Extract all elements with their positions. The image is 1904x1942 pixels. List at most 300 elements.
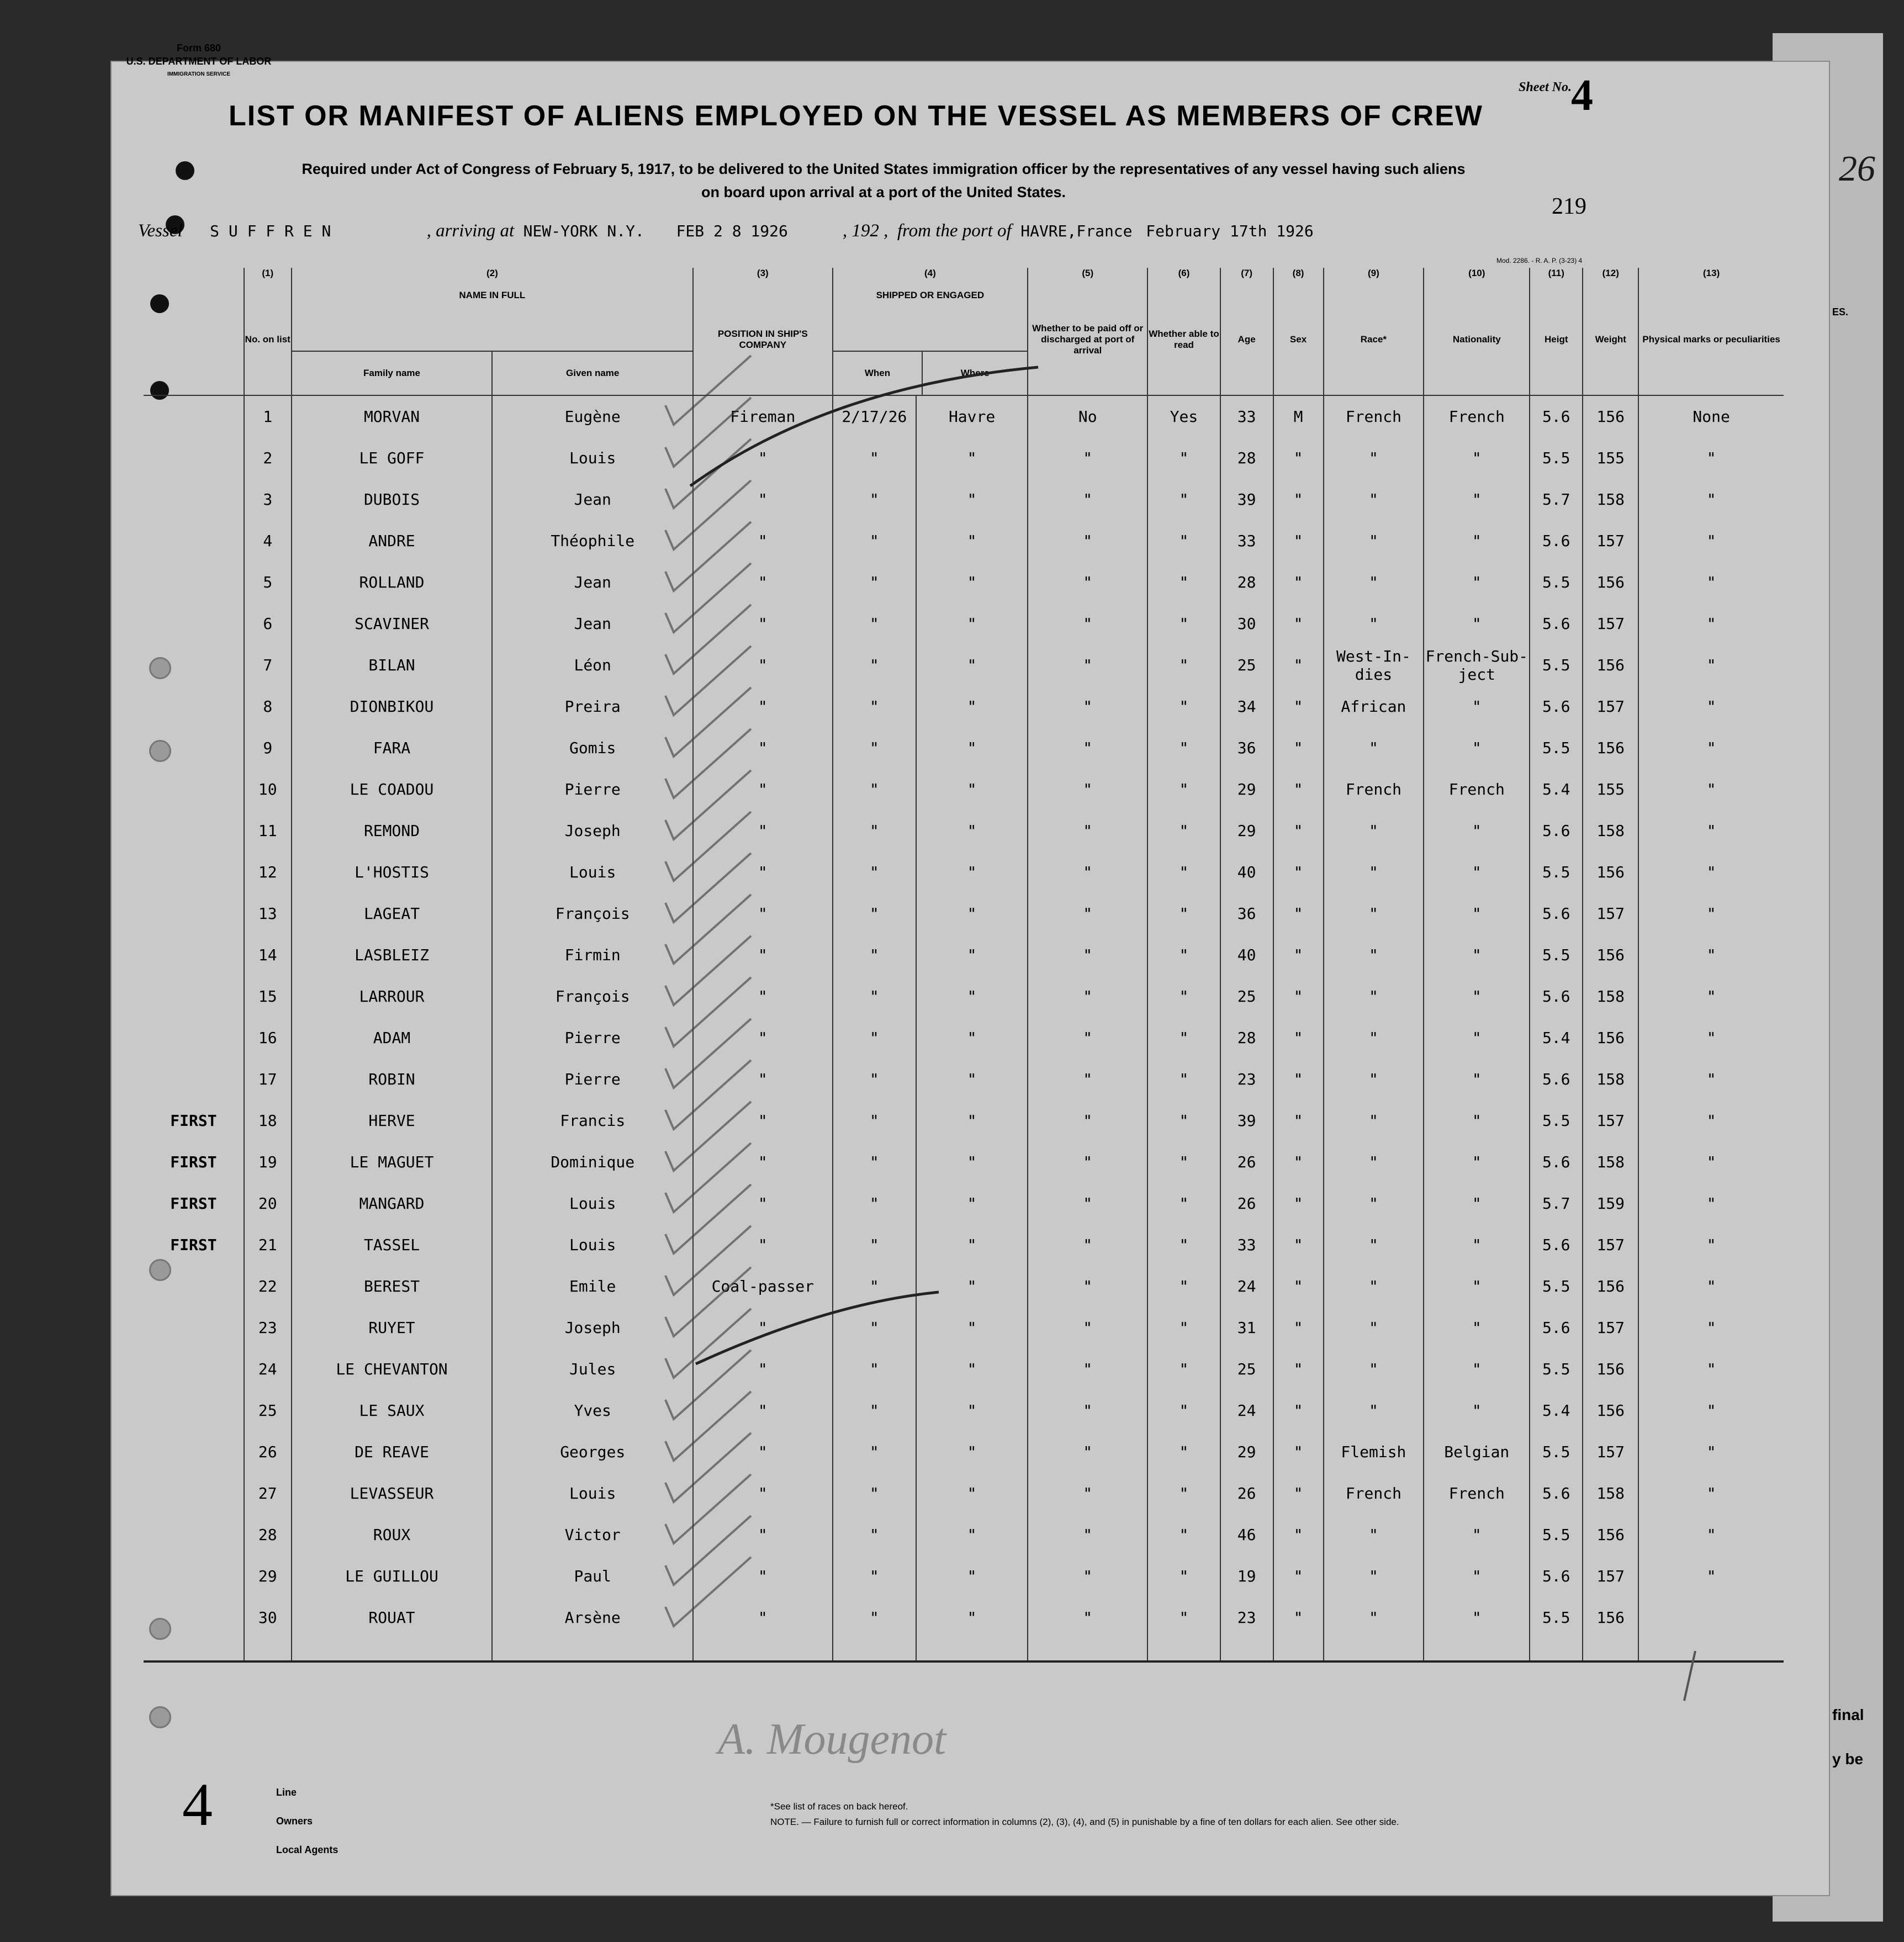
height: 5.6: [1530, 893, 1583, 934]
weight: 156: [1583, 644, 1638, 686]
shipped-when: ": [833, 520, 917, 562]
given-name: Louis: [492, 1473, 693, 1514]
sex: ": [1273, 1431, 1324, 1473]
given-name: Emile: [492, 1266, 693, 1307]
age: 24: [1220, 1390, 1273, 1431]
shipped-when: ": [833, 562, 917, 603]
shipped-when: ": [833, 1348, 917, 1390]
shipped-when: ": [833, 1100, 917, 1141]
check-mark: [665, 356, 751, 425]
check-mark: [665, 687, 751, 756]
mod-reference: Mod. 2286. - R. A. P. (3-23) 4: [1496, 257, 1583, 264]
height: 5.7: [1530, 479, 1583, 520]
shipped-where: ": [916, 686, 1028, 727]
row-number: 18: [244, 1100, 292, 1141]
height: 5.6: [1530, 603, 1583, 644]
able-to-read: ": [1147, 727, 1220, 769]
col-num: (10): [1424, 268, 1530, 284]
shipped-where: Havre: [916, 395, 1028, 437]
weight: 155: [1583, 437, 1638, 479]
stamp-number: 219: [1552, 194, 1586, 219]
race: ": [1324, 1266, 1424, 1307]
family-name: LAGEAT: [292, 893, 493, 934]
header-when: When: [833, 352, 923, 395]
paid-off: ": [1028, 1514, 1147, 1555]
height: 5.6: [1530, 395, 1583, 437]
position: ": [693, 562, 833, 603]
shipped-when: ": [833, 1597, 917, 1638]
shipped-label: SHIPPED OR ENGAGED: [833, 284, 1028, 352]
physical-marks: ": [1638, 686, 1784, 727]
age: 23: [1220, 1059, 1273, 1100]
position: ": [693, 727, 833, 769]
shipped-where: ": [916, 976, 1028, 1017]
sex: ": [1273, 893, 1324, 934]
shipped-when: ": [833, 1555, 917, 1597]
shipped-where: ": [916, 727, 1028, 769]
physical-marks: ": [1638, 1141, 1784, 1183]
physical-marks: ": [1638, 562, 1784, 603]
shipped-when: ": [833, 1473, 917, 1514]
race: ": [1324, 1141, 1424, 1183]
family-name: ADAM: [292, 1017, 493, 1059]
col-num: (7): [1220, 268, 1273, 284]
col-num: (8): [1273, 268, 1324, 284]
pencil-slash: [696, 1292, 939, 1364]
weight: 156: [1583, 1597, 1638, 1638]
physical-marks: ": [1638, 1514, 1784, 1555]
sheet-label: Sheet No.: [1519, 80, 1572, 94]
row-number: 19: [244, 1141, 292, 1183]
nationality: ": [1424, 1266, 1530, 1307]
age: 46: [1220, 1514, 1273, 1555]
position: ": [693, 1059, 833, 1100]
physical-marks: ": [1638, 437, 1784, 479]
age: 31: [1220, 1307, 1273, 1348]
weight: 156: [1583, 727, 1638, 769]
col-num: (11): [1530, 268, 1583, 284]
given-name: Jean: [492, 603, 693, 644]
able-to-read: ": [1147, 1141, 1220, 1183]
row-number: 27: [244, 1473, 292, 1514]
able-to-read: ": [1147, 1555, 1220, 1597]
age: 28: [1220, 562, 1273, 603]
given-name: Pierre: [492, 1017, 693, 1059]
family-name: LASBLEIZ: [292, 934, 493, 976]
age: 25: [1220, 644, 1273, 686]
row-number: 17: [244, 1059, 292, 1100]
given-name: Eugène: [492, 395, 693, 437]
height: 5.5: [1530, 934, 1583, 976]
sex: ": [1273, 934, 1324, 976]
row-number: 14: [244, 934, 292, 976]
pencil-slash: [690, 367, 1038, 486]
nationality: ": [1424, 1141, 1530, 1183]
sex: ": [1273, 1141, 1324, 1183]
shipped-where: ": [916, 1348, 1028, 1390]
shipped-where: ": [916, 1597, 1028, 1638]
given-name: Francis: [492, 1100, 693, 1141]
sex: ": [1273, 1307, 1324, 1348]
able-to-read: ": [1147, 1431, 1220, 1473]
age: 36: [1220, 893, 1273, 934]
age: 33: [1220, 395, 1273, 437]
department-name: U.S. DEPARTMENT OF LABOR: [126, 56, 272, 67]
shipped-when: ": [833, 603, 917, 644]
shipped-where: ": [916, 1266, 1028, 1307]
check-mark: [665, 812, 751, 881]
given-name: Victor: [492, 1514, 693, 1555]
nationality: ": [1424, 810, 1530, 851]
height: 5.5: [1530, 1266, 1583, 1307]
col-num: (13): [1638, 268, 1784, 284]
weight: 157: [1583, 686, 1638, 727]
arrival-date: FEB 2 8 1926: [676, 222, 788, 240]
paid-off: ": [1028, 976, 1147, 1017]
paid-off: ": [1028, 1224, 1147, 1266]
paid-off: ": [1028, 1141, 1147, 1183]
weight: 158: [1583, 976, 1638, 1017]
check-mark: [665, 936, 751, 1005]
able-to-read: ": [1147, 1390, 1220, 1431]
check-mark: [665, 522, 751, 591]
edge-text-maybe: y be: [1832, 1750, 1864, 1768]
physical-marks: ": [1638, 1431, 1784, 1473]
from-port: HAVRE,France: [1020, 222, 1133, 240]
check-mark: [665, 1060, 751, 1129]
sex: M: [1273, 395, 1324, 437]
shipped-when: ": [833, 1431, 917, 1473]
paid-off: ": [1028, 644, 1147, 686]
header-where: Where: [960, 368, 990, 378]
race: ": [1324, 520, 1424, 562]
given-name: Arsène: [492, 1597, 693, 1638]
nationality: ": [1424, 1017, 1530, 1059]
given-name: Pierre: [492, 769, 693, 810]
left-note: FIRST: [170, 1236, 217, 1254]
physical-marks: ": [1638, 1473, 1784, 1514]
header-race: Race*: [1324, 284, 1424, 395]
able-to-read: ": [1147, 1473, 1220, 1514]
physical-marks: ": [1638, 851, 1784, 893]
family-name: REMOND: [292, 810, 493, 851]
family-name: BEREST: [292, 1266, 493, 1307]
age: 28: [1220, 1017, 1273, 1059]
given-name: Joseph: [492, 1307, 693, 1348]
header-paid-off: Whether to be paid off or discharged at port of arrival: [1028, 284, 1147, 395]
sex: ": [1273, 1390, 1324, 1431]
weight: 156: [1583, 934, 1638, 976]
paid-off: ": [1028, 810, 1147, 851]
check-mark: [665, 770, 751, 839]
paid-off: ": [1028, 479, 1147, 520]
shipped-where: ": [916, 893, 1028, 934]
height: 5.6: [1530, 1059, 1583, 1100]
able-to-read: Yes: [1147, 395, 1220, 437]
age: 29: [1220, 769, 1273, 810]
shipped-where: ": [916, 1555, 1028, 1597]
row-number: 5: [244, 562, 292, 603]
row-number: 8: [244, 686, 292, 727]
physical-marks: ": [1638, 1348, 1784, 1390]
row-number: 24: [244, 1348, 292, 1390]
physical-marks: ": [1638, 727, 1784, 769]
age: 33: [1220, 520, 1273, 562]
sex: ": [1273, 1597, 1324, 1638]
nationality: ": [1424, 437, 1530, 479]
col-num: (5): [1028, 268, 1147, 284]
footer-labels: [276, 1778, 338, 1864]
shipped-where: ": [916, 437, 1028, 479]
sex: ": [1273, 1266, 1324, 1307]
shipped-when: ": [833, 1514, 917, 1555]
race: ": [1324, 934, 1424, 976]
nationality: ": [1424, 934, 1530, 976]
nationality: French: [1424, 1473, 1530, 1514]
header-marks: Physical marks or peculiarities: [1638, 284, 1784, 395]
able-to-read: ": [1147, 1183, 1220, 1224]
physical-marks: ": [1638, 1017, 1784, 1059]
nationality: French: [1424, 395, 1530, 437]
position: ": [693, 1141, 833, 1183]
race: ": [1324, 1307, 1424, 1348]
check-mark: [665, 1350, 751, 1419]
nationality: ": [1424, 686, 1530, 727]
age: 33: [1220, 1224, 1273, 1266]
row-number: 11: [244, 810, 292, 851]
physical-marks: ": [1638, 1183, 1784, 1224]
family-name: FARA: [292, 727, 493, 769]
shipped-when: ": [833, 1390, 917, 1431]
check-mark: [665, 895, 751, 964]
check-mark: [665, 1019, 751, 1088]
age: 30: [1220, 603, 1273, 644]
shipped-when: ": [833, 1059, 917, 1100]
check-mark: [665, 1226, 751, 1295]
weight: 157: [1583, 520, 1638, 562]
family-name: DE REAVE: [292, 1431, 493, 1473]
shipped-when: ": [833, 1224, 917, 1266]
position: ": [693, 1597, 833, 1638]
from-label: from the port of: [897, 221, 1012, 241]
margin-note: 26: [1839, 149, 1875, 189]
weight: 158: [1583, 1141, 1638, 1183]
paid-off: ": [1028, 1597, 1147, 1638]
shipped-when: 2/17/26: [833, 395, 917, 437]
physical-marks: None: [1638, 395, 1784, 437]
sex: ": [1273, 1183, 1324, 1224]
race: ": [1324, 1183, 1424, 1224]
family-name: TASSEL: [292, 1224, 493, 1266]
given-name: Jules: [492, 1348, 693, 1390]
shipped-where: ": [916, 1307, 1028, 1348]
paid-off: ": [1028, 1307, 1147, 1348]
height: 5.5: [1530, 644, 1583, 686]
vessel-label: Vessel: [138, 221, 183, 241]
subtitle-line-2: on board upon arrival at a port of the United States.: [701, 184, 1066, 200]
year-label: , 192 ,: [842, 221, 888, 241]
able-to-read: ": [1147, 1100, 1220, 1141]
nationality: ": [1424, 562, 1530, 603]
weight: 157: [1583, 1555, 1638, 1597]
row-number: 9: [244, 727, 292, 769]
check-mark: [665, 1143, 751, 1212]
row-number: 15: [244, 976, 292, 1017]
header-able-to-read: Whether able to read: [1147, 284, 1220, 395]
position: ": [693, 1473, 833, 1514]
sex: ": [1273, 1348, 1324, 1390]
age: 29: [1220, 1431, 1273, 1473]
position: ": [693, 686, 833, 727]
race: French: [1324, 1473, 1424, 1514]
race: ": [1324, 1555, 1424, 1597]
height: 5.5: [1530, 1100, 1583, 1141]
able-to-read: ": [1147, 893, 1220, 934]
sex: ": [1273, 1017, 1324, 1059]
given-name: Louis: [492, 437, 693, 479]
paid-off: ": [1028, 520, 1147, 562]
left-note: FIRST: [170, 1194, 217, 1213]
age: 40: [1220, 934, 1273, 976]
able-to-read: ": [1147, 1348, 1220, 1390]
given-name: Théophile: [492, 520, 693, 562]
race: ": [1324, 562, 1424, 603]
height: 5.7: [1530, 1183, 1583, 1224]
paid-off: ": [1028, 1183, 1147, 1224]
weight: 157: [1583, 1224, 1638, 1266]
position: ": [693, 1390, 833, 1431]
footer-sheet-number: 4: [182, 1771, 213, 1838]
physical-marks: ": [1638, 934, 1784, 976]
row-number: 2: [244, 437, 292, 479]
race: ": [1324, 1100, 1424, 1141]
sheet-number: 4: [1571, 71, 1593, 120]
given-name: Preira: [492, 686, 693, 727]
nationality: ": [1424, 893, 1530, 934]
family-name: MANGARD: [292, 1183, 493, 1224]
row-number: 7: [244, 644, 292, 686]
physical-marks: ": [1638, 520, 1784, 562]
shipped-when: ": [833, 976, 917, 1017]
subtitle-line-1: Required under Act of Congress of February 5, 1917, to be delivered to the United States immigration officer by the representatives of any vessel having such aliens: [302, 161, 1466, 177]
height: 5.6: [1530, 686, 1583, 727]
position: ": [693, 1514, 833, 1555]
sex: ": [1273, 851, 1324, 893]
given-name: Yves: [492, 1390, 693, 1431]
weight: 157: [1583, 1431, 1638, 1473]
family-name: ROUAT: [292, 1597, 493, 1638]
able-to-read: ": [1147, 1514, 1220, 1555]
nationality: French: [1424, 769, 1530, 810]
weight: 156: [1583, 395, 1638, 437]
position: ": [693, 1100, 833, 1141]
shipped-when: ": [833, 893, 917, 934]
position: ": [693, 603, 833, 644]
race: ": [1324, 1390, 1424, 1431]
header-given-name: Given name: [566, 368, 620, 378]
family-name: DIONBIKOU: [292, 686, 493, 727]
header-sex: Sex: [1273, 284, 1324, 395]
footer-line-label: Line: [276, 1787, 297, 1798]
check-mark: [665, 853, 751, 922]
height: 5.6: [1530, 1224, 1583, 1266]
height: 5.5: [1530, 437, 1583, 479]
weight: 156: [1583, 1017, 1638, 1059]
race: ": [1324, 727, 1424, 769]
physical-marks: ": [1638, 1266, 1784, 1307]
footnote-races: *See list of races on back hereof.: [770, 1801, 908, 1812]
nationality: ": [1424, 603, 1530, 644]
row-number: 1: [244, 395, 292, 437]
height: 5.4: [1530, 769, 1583, 810]
physical-marks: ": [1638, 810, 1784, 851]
form-number: Form 680: [176, 43, 221, 54]
weight: 155: [1583, 769, 1638, 810]
paid-off: ": [1028, 1390, 1147, 1431]
footer-owners-label: Owners: [276, 1816, 313, 1827]
sex: ": [1273, 686, 1324, 727]
name-in-full-label: NAME IN FULL: [292, 284, 692, 352]
nationality: ": [1424, 1224, 1530, 1266]
row-number: 29: [244, 1555, 292, 1597]
height: 5.6: [1530, 1141, 1583, 1183]
weight: 156: [1583, 562, 1638, 603]
given-name: Dominique: [492, 1141, 693, 1183]
shipped-when: ": [833, 1141, 917, 1183]
header-nationality: Nationality: [1424, 284, 1530, 395]
family-name: HERVE: [292, 1100, 493, 1141]
physical-marks: ": [1638, 603, 1784, 644]
sex: ": [1273, 976, 1324, 1017]
nationality: ": [1424, 1059, 1530, 1100]
position: ": [693, 1431, 833, 1473]
able-to-read: ": [1147, 1266, 1220, 1307]
height: 5.4: [1530, 1017, 1583, 1059]
family-name: LE MAGUET: [292, 1141, 493, 1183]
sex: ": [1273, 1100, 1324, 1141]
row-number: 23: [244, 1307, 292, 1348]
family-name: LE SAUX: [292, 1390, 493, 1431]
weight: 156: [1583, 1514, 1638, 1555]
physical-marks: ": [1638, 1059, 1784, 1100]
header-no-on-list: No. on list: [244, 284, 292, 395]
position: ": [693, 479, 833, 520]
check-mark: [665, 1557, 751, 1626]
able-to-read: ": [1147, 1224, 1220, 1266]
weight: 157: [1583, 1307, 1638, 1348]
given-name: Firmin: [492, 934, 693, 976]
shipped-where: ": [916, 1017, 1028, 1059]
race: ": [1324, 851, 1424, 893]
check-mark: [665, 1391, 751, 1461]
given-name: Jean: [492, 562, 693, 603]
left-note: FIRST: [170, 1153, 217, 1171]
position: ": [693, 810, 833, 851]
shipped-when: ": [833, 769, 917, 810]
physical-marks: ": [1638, 976, 1784, 1017]
given-name: Léon: [492, 644, 693, 686]
row-number: 3: [244, 479, 292, 520]
shipped-where: ": [916, 1390, 1028, 1431]
check-mark: [665, 480, 751, 549]
family-name: ROBIN: [292, 1059, 493, 1100]
row-number: 30: [244, 1597, 292, 1638]
check-mark: [665, 1102, 751, 1171]
age: 39: [1220, 1100, 1273, 1141]
nationality: ": [1424, 1307, 1530, 1348]
sex: ": [1273, 727, 1324, 769]
shipped-where: ": [916, 851, 1028, 893]
